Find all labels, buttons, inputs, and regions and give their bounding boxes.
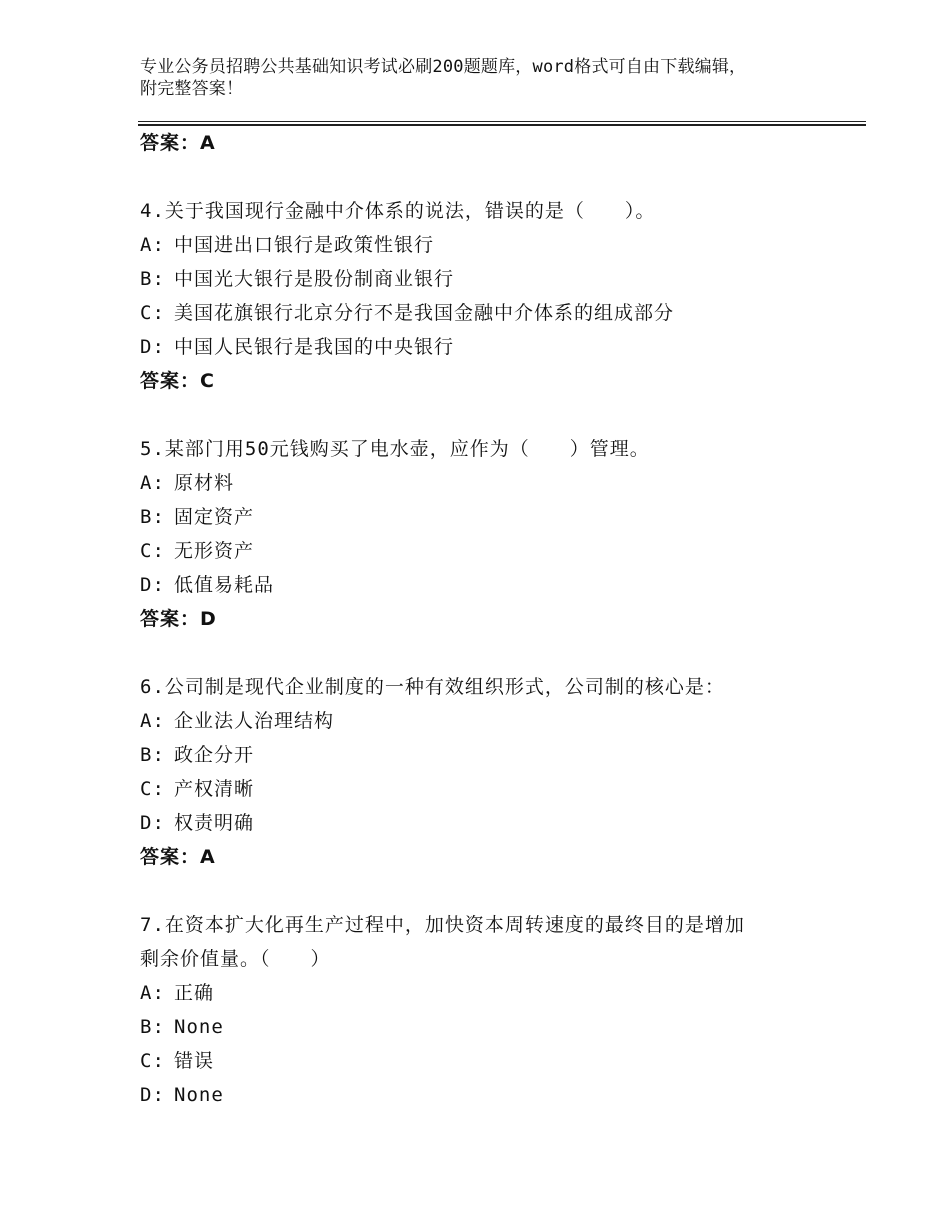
option-d — [140, 568, 840, 602]
option-key: A: — [140, 710, 165, 732]
option-key: A: — [140, 982, 165, 1004]
question-5 — [140, 432, 840, 636]
question-text-line-1: 7.在资本扩大化再生产过程中，加快资本周转速度的最终目的是增加 — [140, 914, 745, 936]
option-b — [140, 738, 840, 772]
question-text: 6.公司制是现代企业制度的一种有效组织形式，公司制的核心是： — [140, 676, 725, 698]
spacer — [140, 398, 840, 432]
option-key: D: — [140, 336, 165, 358]
question-7 — [140, 908, 840, 1112]
header-rule-thin — [138, 121, 866, 122]
answer-value: A — [200, 846, 216, 868]
option-c — [140, 772, 840, 806]
option-key: C: — [140, 778, 165, 800]
answer-label: 答案： — [140, 846, 201, 868]
option-c — [140, 534, 840, 568]
option-key: D: — [140, 574, 165, 596]
option-text: 产权清晰 — [174, 778, 255, 800]
question-6 — [140, 670, 840, 874]
option-c — [140, 1044, 840, 1078]
option-key: B: — [140, 744, 165, 766]
page-header — [140, 56, 830, 100]
answer-label: 答案： — [140, 370, 201, 392]
option-text: 中国光大银行是股份制商业银行 — [174, 268, 455, 290]
option-text: 低值易耗品 — [174, 574, 275, 596]
option-text: 正确 — [174, 982, 215, 1004]
option-text: 无形资产 — [174, 540, 255, 562]
option-b — [140, 500, 840, 534]
option-key: B: — [140, 268, 165, 290]
answer-value: C — [200, 370, 215, 392]
option-text: None — [174, 1084, 224, 1106]
option-d — [140, 330, 840, 364]
option-text: 中国进出口银行是政策性银行 — [174, 234, 435, 256]
option-c — [140, 296, 840, 330]
option-text: 美国花旗银行北京分行不是我国金融中介体系的组成部分 — [174, 302, 675, 324]
option-b — [140, 262, 840, 296]
option-text: 中国人民银行是我国的中央银行 — [174, 336, 455, 358]
option-text: 原材料 — [174, 472, 235, 494]
question-text: 4.关于我国现行金融中介体系的说法，错误的是（ ）。 — [140, 200, 656, 222]
option-key: A: — [140, 472, 165, 494]
question-list — [140, 126, 840, 1112]
spacer — [140, 160, 840, 194]
answer-label: 答案： — [140, 608, 201, 630]
option-text: 固定资产 — [174, 506, 255, 528]
option-d — [140, 806, 840, 840]
option-key: C: — [140, 302, 165, 324]
question-text: 5.某部门用50元钱购买了电水壶，应作为（ ）管理。 — [140, 438, 650, 460]
answer-label: 答案： — [140, 132, 201, 154]
option-key: D: — [140, 812, 165, 834]
option-key: D: — [140, 1084, 165, 1106]
option-key: B: — [140, 1016, 165, 1038]
option-key: A: — [140, 234, 165, 256]
option-a — [140, 228, 840, 262]
option-a — [140, 704, 840, 738]
question-text-line-2: 剩余价值量。（ ） — [140, 948, 331, 970]
answer-line — [140, 602, 840, 636]
answer-line — [140, 364, 840, 398]
option-key: B: — [140, 506, 165, 528]
spacer — [140, 636, 840, 670]
option-text: 政企分开 — [174, 744, 255, 766]
option-text: 错误 — [174, 1050, 215, 1072]
option-key: C: — [140, 1050, 165, 1072]
header-line-2: 附完整答案！ — [140, 79, 244, 99]
option-text: None — [174, 1016, 224, 1038]
option-text: 企业法人治理结构 — [174, 710, 335, 732]
option-b — [140, 1010, 840, 1044]
answer-line — [140, 126, 840, 160]
option-a — [140, 976, 840, 1010]
answer-value: A — [200, 132, 216, 154]
answer-line — [140, 840, 840, 874]
question-4 — [140, 194, 840, 398]
answer-value: D — [200, 608, 217, 630]
option-text: 权责明确 — [174, 812, 255, 834]
header-line-1: 专业公务员招聘公共基础知识考试必刷200题题库，word格式可自由下载编辑， — [140, 57, 747, 77]
spacer — [140, 874, 840, 908]
option-key: C: — [140, 540, 165, 562]
option-a — [140, 466, 840, 500]
option-d — [140, 1078, 840, 1112]
